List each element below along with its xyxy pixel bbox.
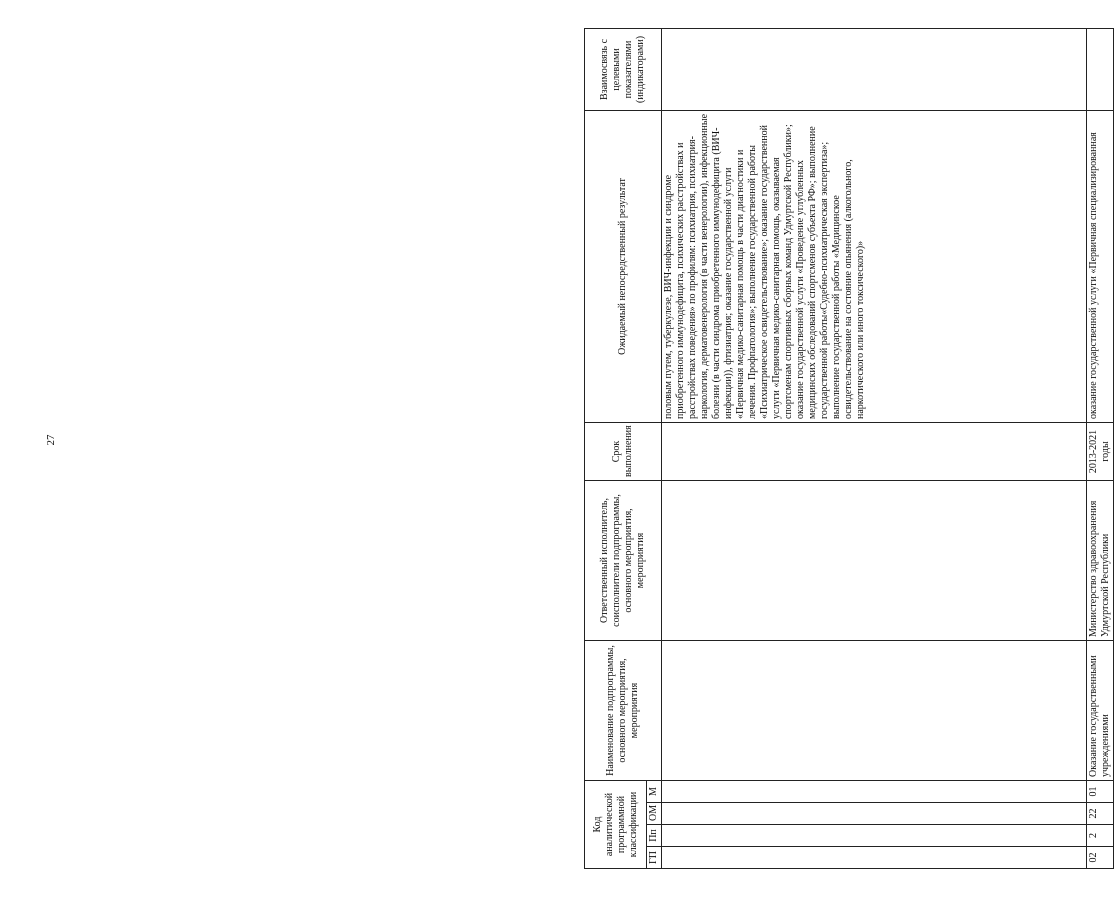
header-link: Взаимосвязь с целевыми показателями (индикаторами) xyxy=(585,28,662,110)
header-result: Ожидаемый непосредственный результат xyxy=(585,110,662,422)
cell-pp: 2 xyxy=(1087,825,1114,847)
header-executor: Ответственный исполнитель, соисполнители подпрограммы, основного мероприятия, мероприятия xyxy=(585,480,662,640)
cell-pp-empty xyxy=(662,825,1087,847)
header-gp: ГП xyxy=(647,847,662,869)
rotated-page xyxy=(584,29,1114,869)
cell-name-empty xyxy=(662,640,1087,780)
cell-link xyxy=(1087,28,1114,110)
table-row xyxy=(1087,28,1114,868)
header-name: Наименование подпрограммы, основного мероприятия, мероприятия xyxy=(585,640,662,780)
cell-gp: 02 xyxy=(1087,847,1114,869)
program-table xyxy=(584,28,1114,869)
cell-m-empty xyxy=(662,780,1087,802)
cell-om-empty xyxy=(662,803,1087,825)
page-number: 27 xyxy=(45,434,57,446)
header-row xyxy=(585,28,647,868)
header-term: Срок выполнения xyxy=(585,422,662,480)
cell-link-empty xyxy=(662,28,1087,110)
cell-executor: Министерство здравоохранения Удмуртской Республики xyxy=(1087,480,1114,640)
table-row-continued xyxy=(662,28,1087,868)
cell-gp-empty xyxy=(662,847,1087,869)
cell-result-continued: половым путем, туберкулезе, ВИЧ-инфекции и синдроме приобретенного иммунодефицита, психических расстройствах и расстройствах поведения» по профилям: психиатрия, психиатрия-наркология, дерматовенерология (в части венерологии), инфекционные болезни (в части синдрома приобретенного иммунодефицита (ВИЧ-инфекции)), фтизиатрия; оказание государственной услуги «Первичная медико-санитарная помощь в части диагностики и лечения. Профпатология»; выполнение государственной работы «Психиатрическое освидетельствование»; оказание государственной услуги «Первичная медико-санитарная помощь, оказываемая спортсменам спортивных сборных команд Удмуртской Республики»; оказание государственной услуги «Проведение углубленных медицинских обследований спортсменов субъекта РФ»; выполнение государственной работы«Судебно-психиатрическая экспертиза»; выполнение государственной работы «Медицинское освидетельствование на состояние опьянения (алкогольного, наркотического или иного токсического)» xyxy=(662,110,1087,422)
header-code-group: Код аналитической программной классификации xyxy=(585,780,647,868)
cell-term: 2013-2021 годы xyxy=(1087,422,1114,480)
header-om: ОМ xyxy=(647,803,662,825)
cell-name: Оказание государственными учреждениями xyxy=(1087,640,1114,780)
header-m: М xyxy=(647,780,662,802)
header-pp: Пп xyxy=(647,825,662,847)
cell-executor-empty xyxy=(662,480,1087,640)
cell-term-empty xyxy=(662,422,1087,480)
cell-om: 22 xyxy=(1087,803,1114,825)
cell-m: 01 xyxy=(1087,780,1114,802)
cell-result: оказание государственной услуги «Первичная специализированная xyxy=(1087,110,1114,422)
